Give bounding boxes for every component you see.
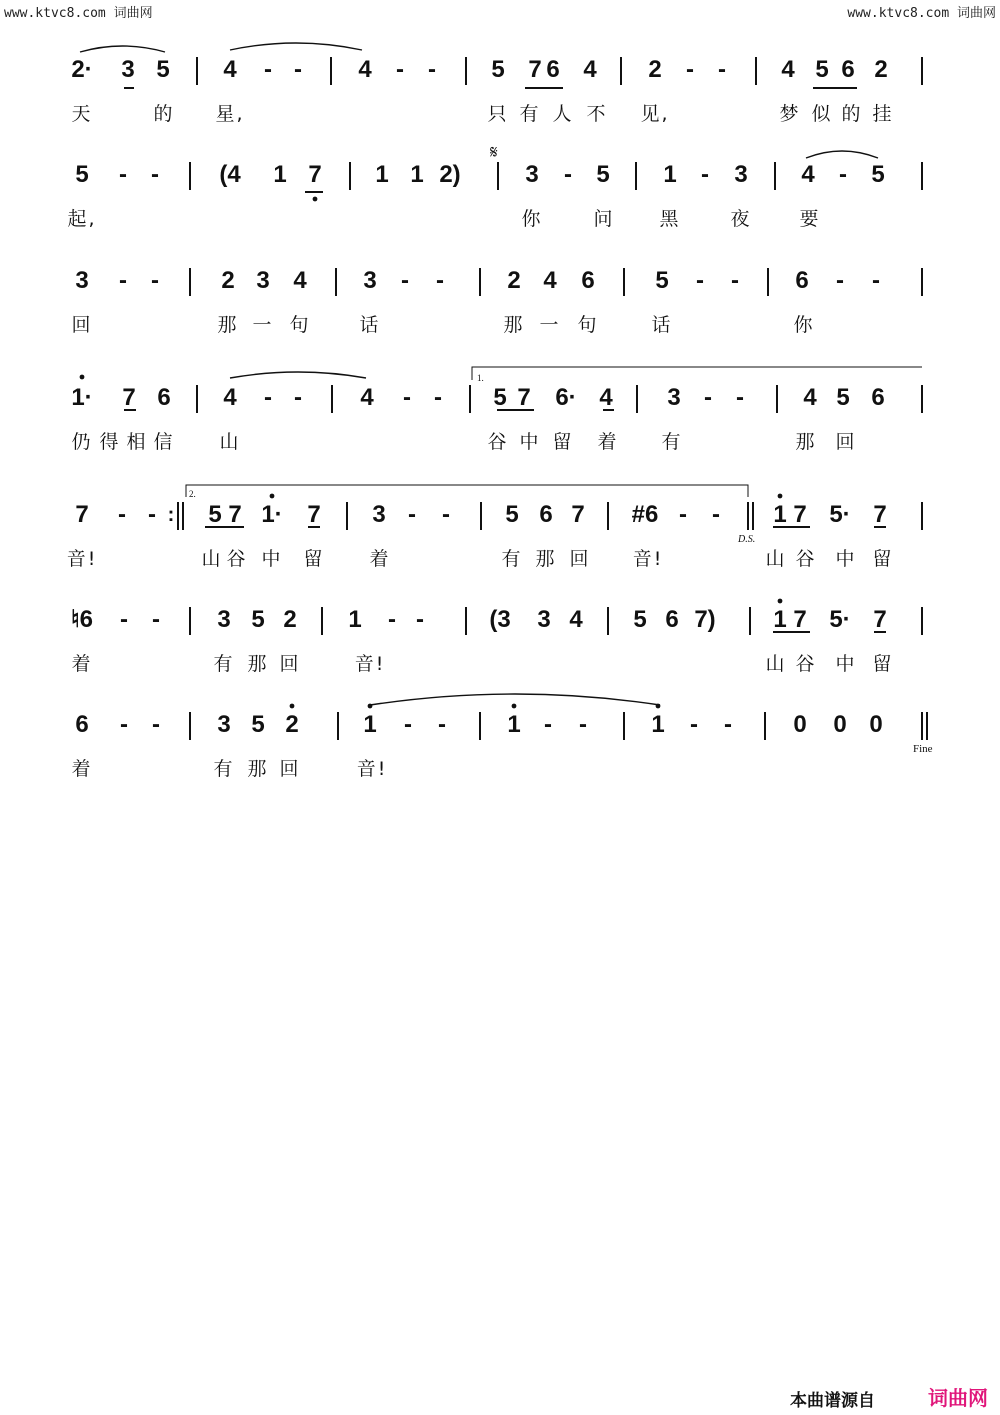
note: 4	[801, 161, 815, 188]
dash-extension: -	[408, 501, 416, 528]
note: 7	[793, 501, 807, 528]
note: 5	[251, 606, 265, 633]
lyric-syllable: 山	[765, 548, 787, 570]
dash-extension: -	[579, 711, 587, 738]
note: 4	[223, 384, 237, 411]
lyric-syllable: 梦	[779, 103, 801, 125]
note: 2	[283, 606, 297, 633]
lower-octave-dot	[313, 197, 318, 202]
tie	[230, 372, 366, 378]
lyric-syllable: 的	[153, 103, 175, 125]
note: 0	[869, 711, 883, 738]
dash-extension: -	[151, 161, 159, 188]
upper-octave-dot	[778, 599, 783, 604]
dash-extension: -	[438, 711, 446, 738]
dash-extension: -	[872, 267, 880, 294]
dash-extension: -	[434, 384, 442, 411]
note: 1	[273, 161, 287, 188]
note: 3	[372, 501, 386, 528]
note: 4	[360, 384, 374, 411]
dash-extension: -	[679, 501, 687, 528]
note: 1	[663, 161, 677, 188]
source-logo[interactable]: 词曲网	[928, 1386, 988, 1410]
note: 1	[507, 711, 521, 738]
lyric-syllable: 谷	[226, 548, 248, 570]
note: 7	[307, 501, 321, 528]
lyric-syllable: 音!	[356, 758, 388, 780]
lyric-syllable: 一	[252, 314, 274, 336]
lyric-syllable: 留	[552, 431, 574, 453]
segno-mark: 𝄋	[490, 142, 498, 162]
note: 0	[793, 711, 807, 738]
note: 1	[773, 501, 787, 528]
lyric-syllable: 留	[303, 548, 325, 570]
note: 4	[583, 56, 597, 83]
note: 2	[874, 56, 888, 83]
lyric-syllable: 山	[201, 548, 223, 570]
volta-bracket-1	[472, 367, 922, 380]
lyric-syllable: 有	[519, 103, 541, 125]
lyric-syllable: 留	[872, 653, 894, 675]
dash-extension: -	[152, 711, 160, 738]
lyric-syllable: 星,	[215, 103, 245, 125]
note: 1·	[71, 384, 93, 411]
dash-extension: -	[544, 711, 552, 738]
lyric-syllable: 着	[597, 431, 619, 453]
dash-extension: -	[712, 501, 720, 528]
note: 1	[375, 161, 389, 188]
note: 7	[228, 501, 242, 528]
dash-extension: -	[436, 267, 444, 294]
volta-2-label: 2.	[189, 489, 196, 499]
note: 4	[543, 267, 557, 294]
dash-extension: -	[704, 384, 712, 411]
dash-extension: -	[119, 161, 127, 188]
dash-extension: -	[119, 267, 127, 294]
lyric-syllable: 谷	[795, 548, 817, 570]
lyric-syllable: 音!	[66, 548, 98, 570]
note: 7	[122, 384, 136, 411]
lyric-syllable: 那	[535, 548, 557, 570]
lyric-syllable: 山	[219, 431, 241, 453]
lyric-syllable: 中	[261, 548, 283, 570]
note: 6	[546, 56, 560, 83]
note: 6	[841, 56, 855, 83]
volta-1-label: 1.	[477, 373, 484, 383]
lyric-syllable: 谷	[487, 431, 509, 453]
note: 7	[873, 501, 887, 528]
site-name-left[interactable]: 词曲网	[113, 6, 153, 21]
dash-extension: -	[686, 56, 694, 83]
note: 6	[75, 711, 89, 738]
note: 5	[836, 384, 850, 411]
tie	[230, 43, 362, 50]
note: 3	[121, 56, 135, 83]
dash-extension: -	[724, 711, 732, 738]
note: 1	[363, 711, 377, 738]
note: 3	[734, 161, 748, 188]
upper-octave-dot	[270, 494, 275, 499]
note: 7	[793, 606, 807, 633]
note: 1	[651, 711, 665, 738]
lyric-syllable: 人	[552, 103, 574, 125]
note: 3	[217, 606, 231, 633]
dash-extension: -	[731, 267, 739, 294]
note: 6	[581, 267, 595, 294]
note: 3	[667, 384, 681, 411]
note: 4	[599, 384, 613, 411]
lyric-syllable: 问	[593, 208, 615, 230]
dash-extension: -	[118, 501, 126, 528]
lyric-syllable: 中	[835, 653, 857, 675]
note: 2)	[439, 161, 461, 188]
note: 0	[833, 711, 847, 738]
note: 1	[410, 161, 424, 188]
note: 5	[596, 161, 610, 188]
note: 7	[528, 56, 542, 83]
lyric-syllable: 天	[71, 103, 93, 125]
note: 7	[571, 501, 585, 528]
note: 1	[773, 606, 787, 633]
site-name-right[interactable]: 词曲网	[956, 6, 996, 21]
dash-extension: -	[120, 711, 128, 738]
lyric-syllable: 回	[279, 758, 301, 780]
repeat-dots: :	[167, 504, 175, 526]
note: 5	[75, 161, 89, 188]
note: 5	[493, 384, 507, 411]
note: 4	[358, 56, 372, 83]
note: 4	[803, 384, 817, 411]
lyric-syllable: 回	[835, 431, 857, 453]
note: 3	[217, 711, 231, 738]
upper-octave-dot	[512, 704, 517, 709]
note: 2	[507, 267, 521, 294]
lyric-syllable: 着	[71, 653, 93, 675]
lyric-syllable: 你	[793, 314, 815, 336]
note: (4	[219, 161, 241, 188]
lyric-syllable: 不	[586, 103, 608, 125]
lyric-syllable: 那	[217, 314, 239, 336]
dash-extension: -	[388, 606, 396, 633]
note: 3	[363, 267, 377, 294]
note: 5	[505, 501, 519, 528]
slur	[80, 46, 165, 52]
tie	[370, 694, 660, 705]
note: 3	[525, 161, 539, 188]
note: 7	[75, 501, 89, 528]
dash-extension: -	[401, 267, 409, 294]
lyric-syllable: 回	[279, 653, 301, 675]
lyric-syllable: 山	[765, 653, 787, 675]
lyric-syllable: 中	[519, 431, 541, 453]
dash-extension: -	[416, 606, 424, 633]
lyric-syllable: 那	[795, 431, 817, 453]
lyric-syllable: 句	[577, 314, 599, 336]
lyric-syllable: 着	[71, 758, 93, 780]
note: 6	[871, 384, 885, 411]
dash-extension: -	[701, 161, 709, 188]
note: 6	[795, 267, 809, 294]
lyric-syllable: 挂	[872, 103, 894, 125]
dash-extension: -	[404, 711, 412, 738]
lyric-syllable: 着	[369, 548, 391, 570]
lyric-syllable: 信	[153, 431, 175, 453]
lyric-syllable: 音!	[632, 548, 664, 570]
note: 7	[517, 384, 531, 411]
lyric-syllable: 有	[213, 758, 235, 780]
note: #6	[631, 501, 659, 528]
lyric-syllable: 似	[811, 103, 833, 125]
lyric-syllable: 得	[99, 431, 121, 453]
lyric-syllable: 留	[872, 548, 894, 570]
lyric-syllable: 音!	[354, 653, 386, 675]
lyric-syllable: 相	[126, 431, 148, 453]
note: 2	[648, 56, 662, 83]
dash-extension: -	[294, 384, 302, 411]
note: 4	[293, 267, 307, 294]
note: 7	[308, 161, 322, 188]
lyric-syllable: 仍	[71, 431, 93, 453]
note: 6	[157, 384, 171, 411]
site-url-left[interactable]: www.ktvc8.com	[4, 6, 106, 21]
lyric-syllable: 要	[799, 208, 821, 230]
note: 5·	[829, 501, 851, 528]
lyric-syllable: 夜	[730, 208, 752, 230]
dash-extension: -	[442, 501, 450, 528]
lyric-syllable: 一	[539, 314, 561, 336]
dash-extension: -	[403, 384, 411, 411]
lyric-syllable: 只	[487, 103, 509, 125]
note: (3	[489, 606, 511, 633]
lyric-syllable: 你	[521, 208, 543, 230]
lyric-syllable: 中	[835, 548, 857, 570]
note: 4	[569, 606, 583, 633]
upper-octave-dot	[778, 494, 783, 499]
dash-extension: -	[428, 56, 436, 83]
lyric-syllable: 那	[247, 653, 269, 675]
note: ♮6	[71, 606, 93, 633]
lyric-syllable: 的	[841, 103, 863, 125]
lyric-syllable: 那	[247, 758, 269, 780]
note: 5	[156, 56, 170, 83]
dash-extension: -	[264, 384, 272, 411]
lyric-syllable: 起,	[67, 208, 97, 230]
note: 4	[223, 56, 237, 83]
site-url-right[interactable]: www.ktvc8.com	[847, 6, 950, 21]
note: 3	[537, 606, 551, 633]
note: 5	[491, 56, 505, 83]
note: 7	[873, 606, 887, 633]
note: 6·	[555, 384, 577, 411]
dash-extension: -	[294, 56, 302, 83]
lyric-syllable: 回	[569, 548, 591, 570]
note: 5	[871, 161, 885, 188]
dash-extension: -	[264, 56, 272, 83]
lyric-syllable: 有	[661, 431, 683, 453]
dash-extension: -	[696, 267, 704, 294]
lyric-syllable: 谷	[795, 653, 817, 675]
note: 2	[221, 267, 235, 294]
lyric-syllable: 有	[213, 653, 235, 675]
dash-extension: -	[564, 161, 572, 188]
note: 7)	[694, 606, 716, 633]
note: 4	[781, 56, 795, 83]
note: 5	[655, 267, 669, 294]
dash-extension: -	[839, 161, 847, 188]
dash-extension: -	[151, 267, 159, 294]
ds-mark: D.S.	[738, 534, 756, 545]
source-label: 本曲谱源自	[790, 1391, 875, 1411]
lyric-syllable: 黑	[659, 208, 681, 230]
note: 1	[348, 606, 362, 633]
fine-mark: Fine	[913, 743, 933, 755]
note: 6	[539, 501, 553, 528]
note: 2·	[71, 56, 93, 83]
lyric-syllable: 话	[359, 314, 381, 336]
note: 5	[251, 711, 265, 738]
note: 5	[815, 56, 829, 83]
lyric-syllable: 那	[503, 314, 525, 336]
dash-extension: -	[718, 56, 726, 83]
upper-octave-dot	[80, 375, 85, 380]
lyric-syllable: 句	[289, 314, 311, 336]
lyric-syllable: 见,	[640, 103, 670, 125]
note: 6	[665, 606, 679, 633]
note: 5·	[829, 606, 851, 633]
note: 5	[633, 606, 647, 633]
dash-extension: -	[120, 606, 128, 633]
note: 5	[208, 501, 222, 528]
upper-octave-dot	[290, 704, 295, 709]
dash-extension: -	[836, 267, 844, 294]
dash-extension: -	[690, 711, 698, 738]
dash-extension: -	[148, 501, 156, 528]
lyric-syllable: 有	[501, 548, 523, 570]
note: 3	[256, 267, 270, 294]
slur	[806, 151, 878, 158]
note: 2	[285, 711, 299, 738]
dash-extension: -	[736, 384, 744, 411]
lyric-syllable: 回	[71, 314, 93, 336]
lyric-syllable: 话	[651, 314, 673, 336]
dash-extension: -	[152, 606, 160, 633]
note: 3	[75, 267, 89, 294]
dash-extension: -	[396, 56, 404, 83]
note: 1·	[261, 501, 283, 528]
